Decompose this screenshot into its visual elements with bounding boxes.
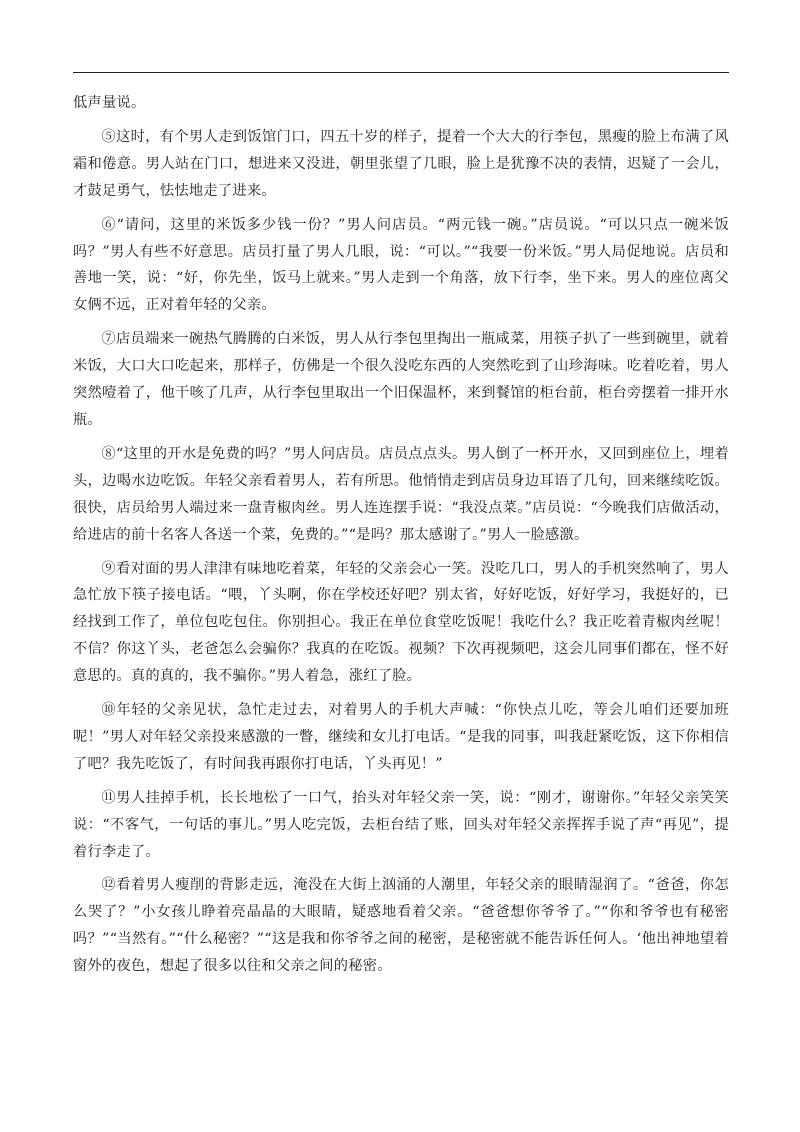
paragraph-6: ⑥“请问，这里的米饭多少钱一份？”男人问店员。“两元钱一碗。”店员说。“可以只点一碗米饭吗？”男人有些不好意思。店员打量了男人几眼，说：“可以。”“我要一份米饭。”男人局促地说。店员和善地一笑，说：“好，你先坐，饭马上就来。”男人走到一个角落，放下行李，坐下来。男人的座位离父女俩不远，正对着年轻的父亲。 xyxy=(73,216,729,314)
paragraph-7: ⑦店员端来一碗热气腾腾的白米饭，男人从行李包里掏出一瓶咸菜，用筷子扒了一些到碗里，就着米饭，大口大口吃起来，那样子，仿佛是一个很久没吃东西的人突然吃到了山珍海味。吃着吃着，男人突然噎着了，他干咳了几声，从行李包里取出一个旧保温杯，来到餐馆的柜台前，柜台旁摆着一排开水瓶。 xyxy=(73,331,729,428)
paragraph-8: ⑧“这里的开水是免费的吗？”男人问店员。店员点点头。男人倒了一杯开水，又回到座位上，埋着头，边喝水边吃饭。年轻父亲看着男人，若有所思。他悄悄走到店员身边耳语了几句，回来继续吃饭。很快，店员给男人端过来一盘青椒肉丝。男人连连摆手说：“我没点菜。”店员说：“今晚我们店做活动，给进店的前十名客人各送一个菜，免费的。”“是吗？那太感谢了。”男人一脸感激。 xyxy=(73,445,729,543)
paragraph-12: ⑫看着男人瘦削的背影走远，淹没在大街上汹涌的人潮里，年轻父亲的眼睛湿润了。“爸爸，你怎么哭了？”小女孩儿睁着亮晶晶的大眼睛，疑惑地看着父亲。“爸爸想你爷爷了。”“你和爷爷也有秘密吗？”“当然有。”“什么秘密？”“这是我和你爷爷之间的秘密，是秘密就不能告诉任何人。‘他出神地望着窗外的夜色，想起了很多以往和父亲之间的秘密。 xyxy=(73,877,729,975)
header-rule xyxy=(73,72,729,73)
paragraph-continuation: 低声量说。 xyxy=(73,95,146,111)
paragraph-11: ⑪男人挂掉手机，长长地松了一口气，抬头对年轻父亲一笑，说：“刚才，谢谢你。”年轻父亲笑笑说：“不客气，一句话的事儿。”男人吃完饭，去柜台结了账，回头对年轻父亲挥挥手说了声“再见”，提着行李走了。 xyxy=(73,789,729,860)
paragraph-5: ⑤这时，有个男人走到饭馆门口，四五十岁的样子，提着一个大大的行李包，黑瘦的脸上布满了风霜和倦意。男人站在门口，想进来又没进，朝里张望了几眼，脸上是犹豫不决的表情，迟疑了一会儿，才鼓足勇气，怯怯地走了进来。 xyxy=(73,128,729,199)
paragraph-9: ⑨看对面的男人津津有味地吃着菜，年轻的父亲会心一笑。没吃几口，男人的手机突然响了，男人急忙放下筷子接电话。“喂，丫头啊，你在学校还好吧？别太省，好好吃饭，好好学习，我挺好的，已经找到工作了，单位包吃包住。你别担心。我正在单位食堂吃饭呢！我吃什么？我正吃着青椒肉丝呢！不信？你这丫头，老爸怎么会骗你？我真的在吃饭。视频？下次再视频吧，这会儿同事们都在，怪不好意思的。真的真的，我不骗你。”男人着急，涨红了脸。 xyxy=(73,560,729,685)
article-body xyxy=(73,90,729,987)
paragraph-10: ⑩年轻的父亲见状，急忙走过去，对着男人的手机大声喊：“你快点儿吃，等会儿咱们还要加班呢！”男人对年轻父亲投来感激的一瞥，继续和女儿打电话。“是我的同事，叫我赶紧吃饭，这下你相信了吧？我先吃饭了，有时间我再跟你打电话，丫头再见！” xyxy=(73,702,729,772)
